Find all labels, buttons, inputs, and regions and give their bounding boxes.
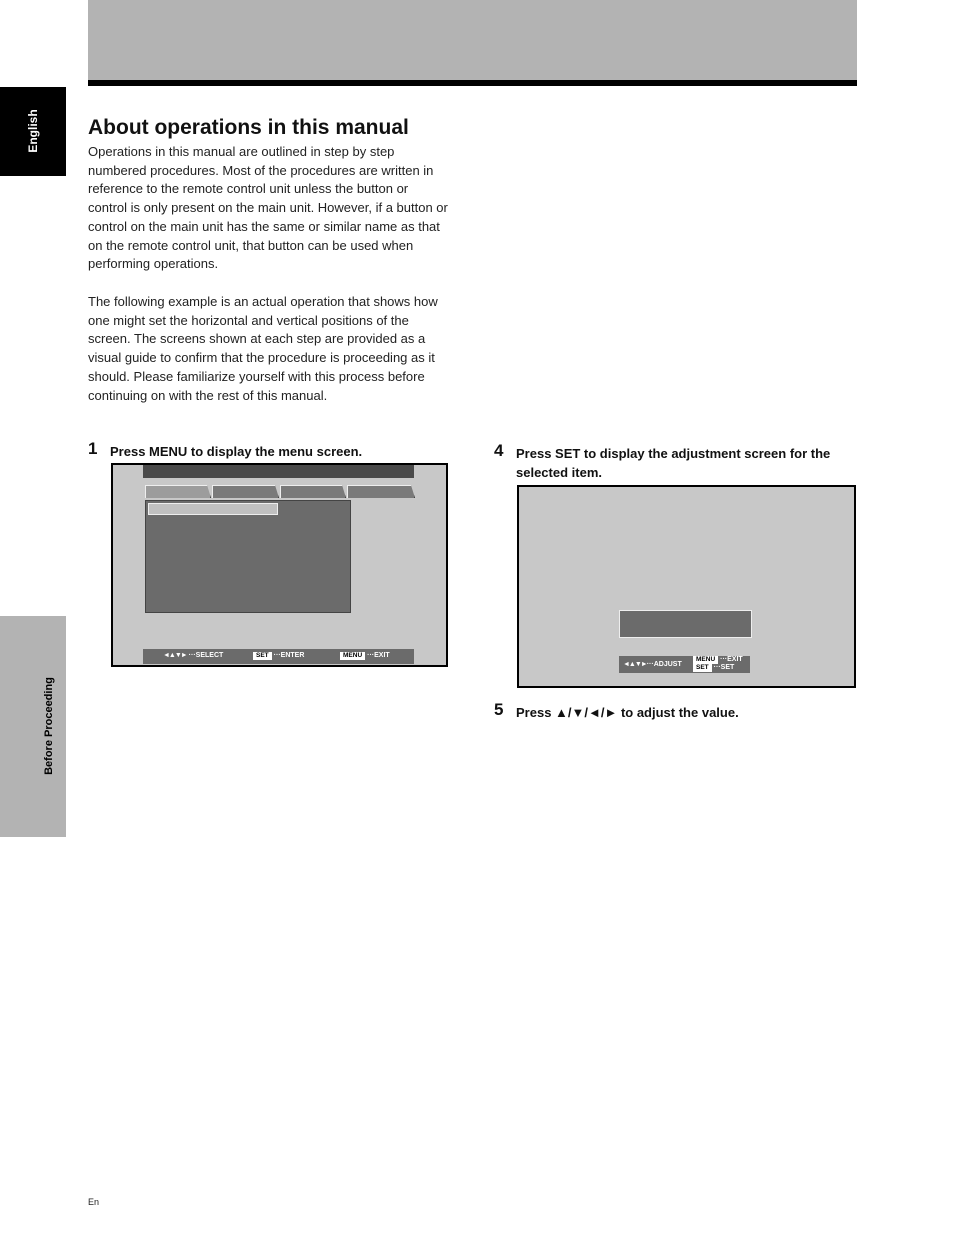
menu-tab-3 <box>280 485 346 498</box>
set-key-chip: SET <box>253 652 272 660</box>
intro-paragraph: Operations in this manual are outlined in step by step numbered procedures. Most of the procedures are written in reference to the remote control unit unless the button or control is only present on the main unit. However, if a button or control on the main unit has the same or similar name as that on the remote control unit, that button can be used when performing operations. <box>88 144 448 272</box>
section-label: Before Proceeding <box>43 677 55 775</box>
step-5 <box>494 700 858 722</box>
adjustment-screen-illustration <box>517 485 856 688</box>
arrow-keys-icon: ◄▲▼► <box>623 661 647 668</box>
enter-hint: SET ···ENTER <box>253 652 304 660</box>
menu-tab-1 <box>145 485 211 498</box>
menu-title-bar <box>143 465 414 478</box>
menu-selected-item <box>148 503 278 515</box>
set-hint: SET ···SET <box>693 664 734 672</box>
step-text: Press SET to display the adjustment screen for the selected item. <box>516 446 831 480</box>
adjustment-footer <box>619 656 750 673</box>
step-number: 5 <box>494 700 504 719</box>
page-title: About operations in this manual <box>88 116 409 139</box>
page-footer-lang: En <box>88 1197 100 1207</box>
menu-screen-illustration <box>111 463 448 667</box>
section-tab <box>0 616 66 837</box>
header-band <box>88 0 857 80</box>
menu-key-chip: MENU <box>693 656 718 664</box>
step-number: 4 <box>494 441 504 460</box>
arrow-keys-icon: ◄▲▼► <box>163 652 187 659</box>
select-hint: ◄▲▼► ···SELECT <box>163 652 224 659</box>
adjust-hint: ◄▲▼►···ADJUST <box>623 661 682 668</box>
example-paragraph: The following example is an actual operation that shows how one might set the horizontal and vertical positions of the screen. The screens shown at each step are provided as a visual guide to confirm that the procedure is proceeding as it should. Please familiarize yourself with this process before continuing on with the rest of this manual. <box>88 294 438 403</box>
language-label: English <box>26 109 40 153</box>
exit-hint: MENU ···EXIT <box>693 656 743 664</box>
adjustment-bar <box>619 610 752 638</box>
menu-tab-2 <box>212 485 279 498</box>
step-text: Press ▲/▼/◄/► to adjust the value. <box>516 705 739 720</box>
menu-key-chip: MENU <box>340 652 365 660</box>
header-rule <box>88 80 857 86</box>
menu-footer <box>143 649 414 664</box>
step-text: Press MENU to display the menu screen. <box>110 444 363 459</box>
step-number: 1 <box>88 439 98 458</box>
exit-hint: MENU ···EXIT <box>340 652 390 660</box>
set-key-chip: SET <box>693 664 712 672</box>
step-4 <box>494 441 858 482</box>
language-tab <box>0 87 66 176</box>
menu-panel <box>145 500 351 613</box>
menu-tab-4 <box>347 485 415 498</box>
step-1 <box>88 439 448 461</box>
